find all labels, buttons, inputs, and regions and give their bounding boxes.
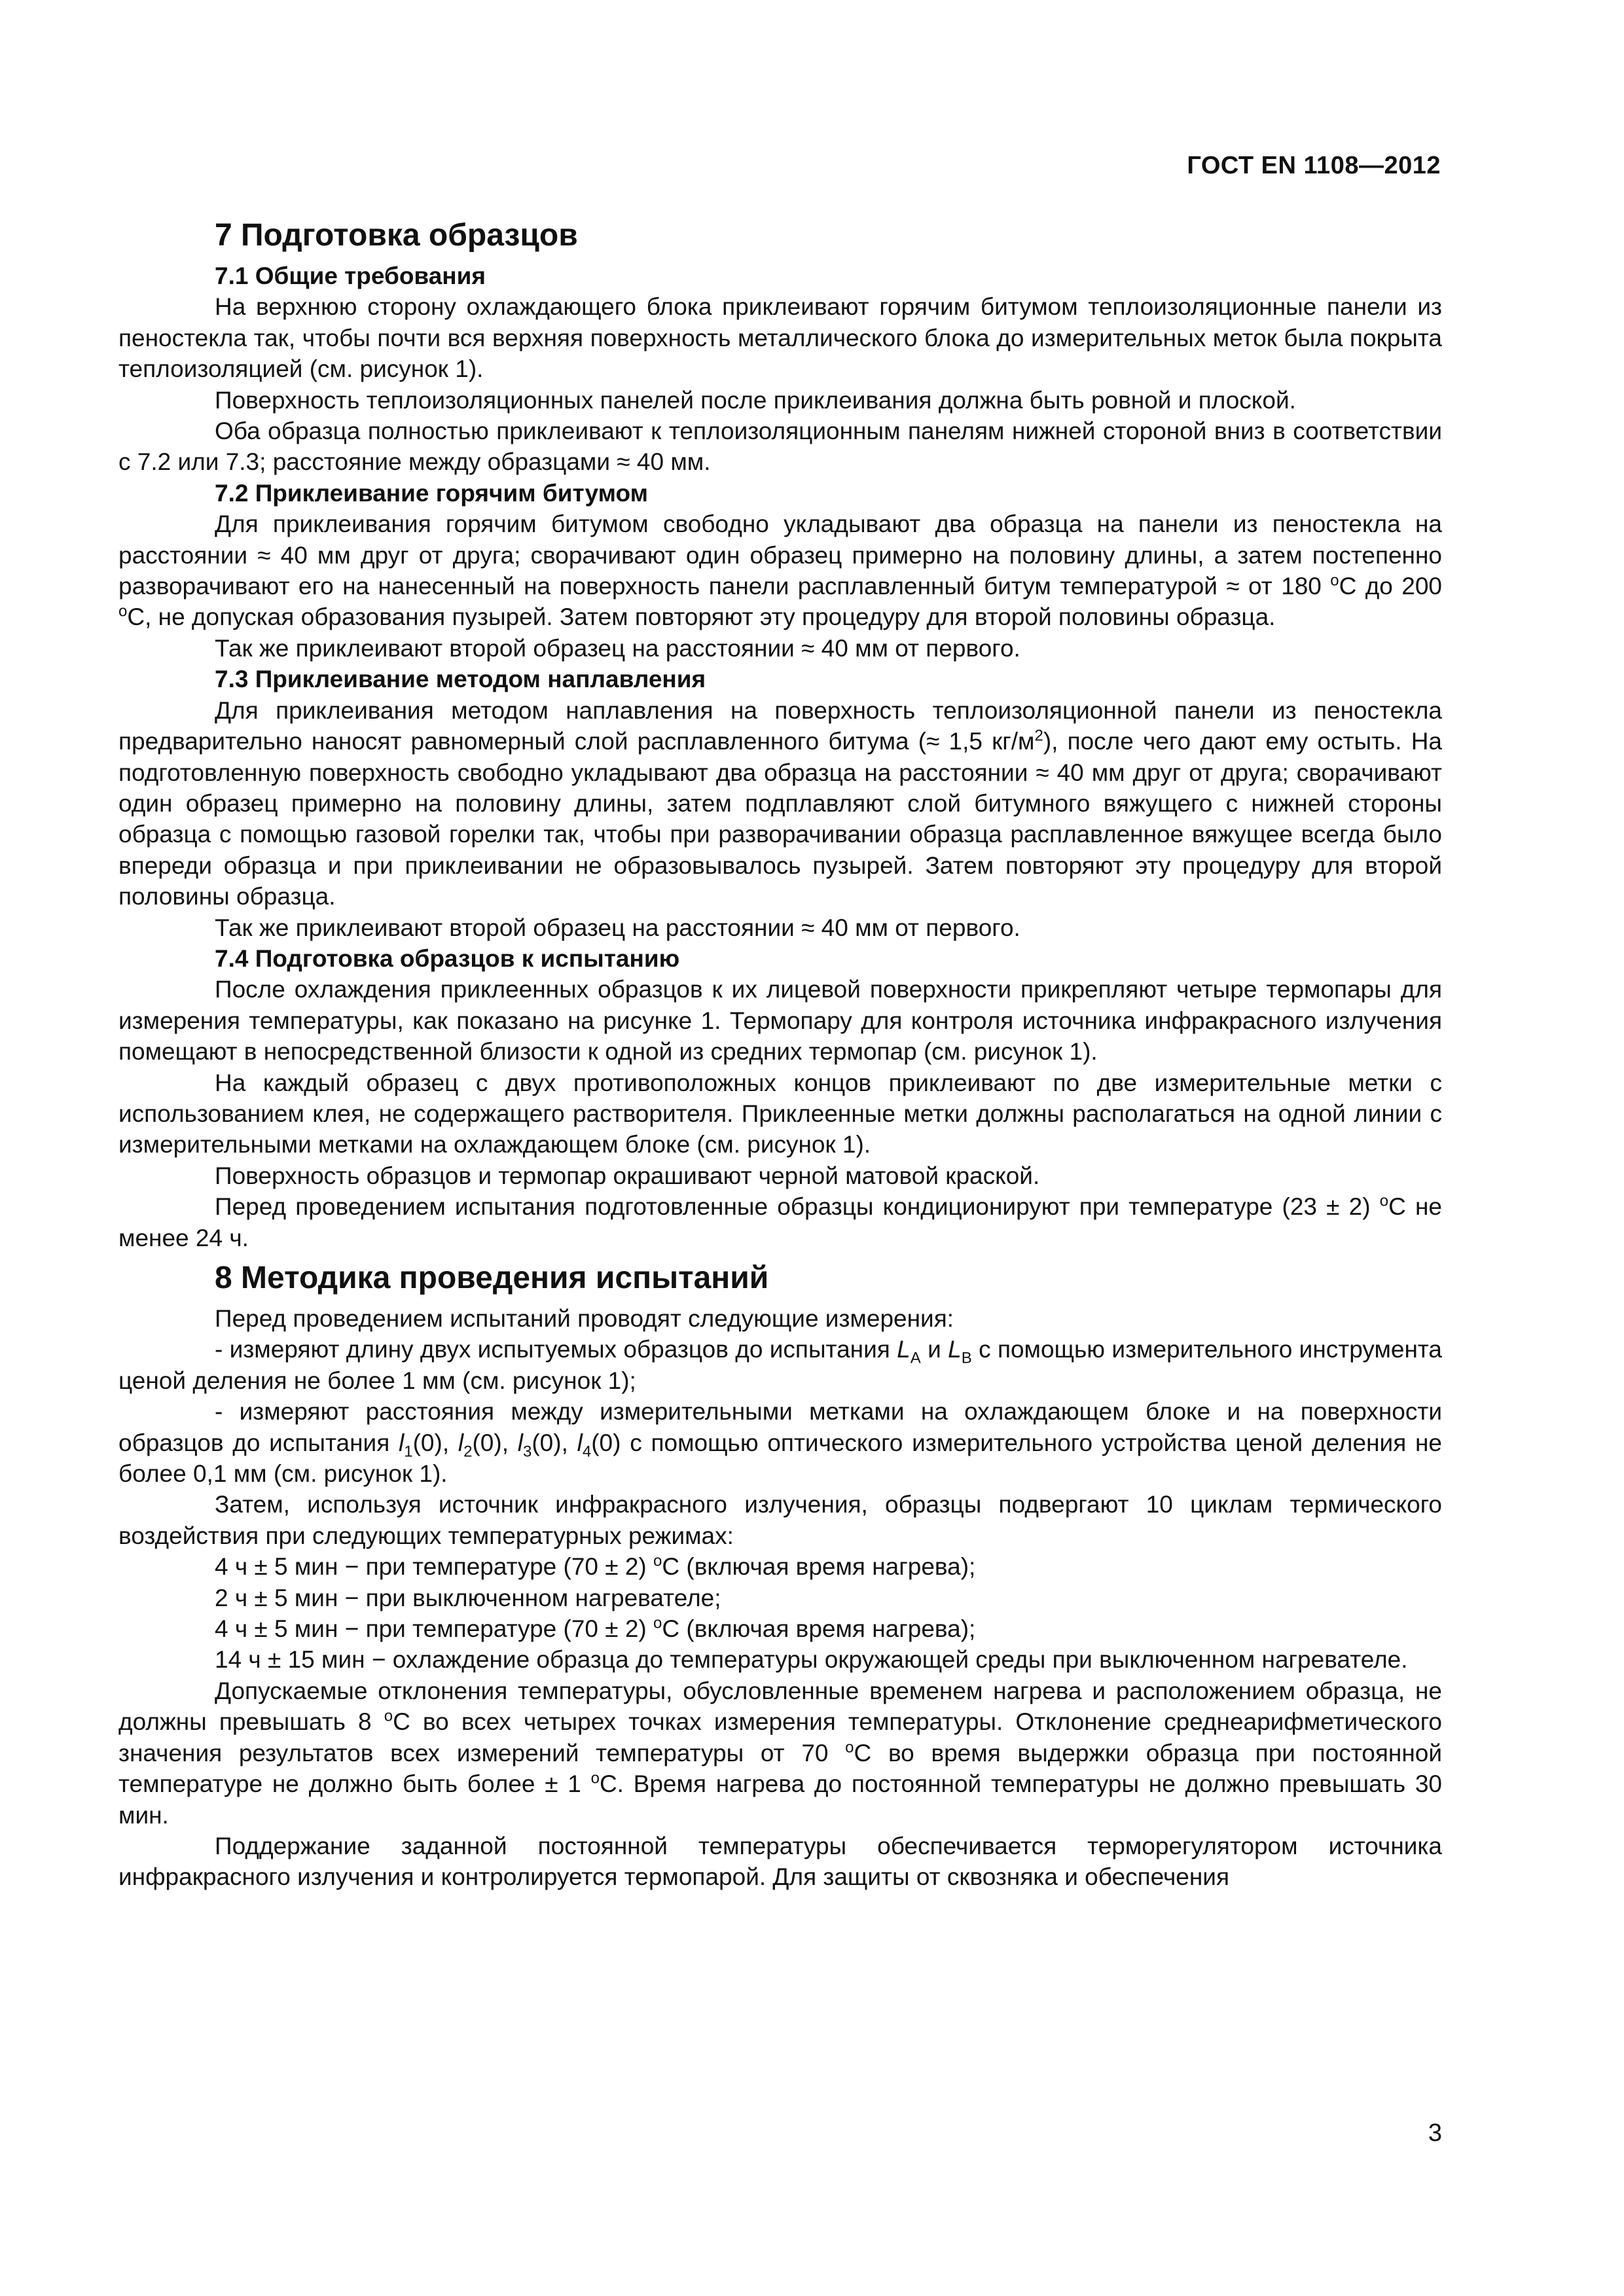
list-item: 4 ч ± 5 мин − при температуре (70 ± 2) $^o$С (включая время нагрева);	[215, 1614, 976, 1643]
subsection-7-4-heading: 7.4 Подготовка образцов к испытанию	[215, 944, 680, 972]
paragraph: - измеряют расстояния между измерительными метками на охлаждающем блоке и на поверхности образцов до испытания $l_1(0)$, $l_2(0)$, $l_3(0)$, $l_4(0)$ с помощью оптического измерительного устройства ценой деления не более 0,1 мм (см. рисунок 1).	[118, 1398, 1443, 1488]
subsection-7-3-heading: 7.3 Приклеивание методом наплавления	[215, 666, 706, 693]
list-item: 2 ч ± 5 мин − при выключенном нагревателе;	[215, 1584, 721, 1611]
page-content	[118, 211, 1442, 1893]
paragraph: На каждый образец с двух противоположных концов приклеивают по две измерительные метки с использованием клея, не содержащего растворителя. Приклеенные метки должны располагаться на одной линии с измерительными метками на охлаждающем блоке (см. рисунок 1).	[118, 1069, 1442, 1158]
paragraph: Поддержание заданной постоянной температуры обеспечивается терморегулятором источника инфракрасного излучения и контролируется термопарой. Для защиты от сквозняка и обеспечения	[118, 1832, 1442, 1891]
paragraph: Для приклеивания методом наплавления на поверхность теплоизоляционной панели из пеностекла предварительно наносят равномерный слой расплавленного битума (≈ 1,5 $кг/м^2$), после чего дают ему остыть. На подготовленную поверхность свободно укладывают два образца на расстоянии ≈ 40 мм друг от друга; сворачивают один образец примерно на половину длины, затем подплавляют слой битумного вяжущего с нижней стороны образца с помощью газовой горелки так, чтобы при разворачивании образца расплавленное вяжущее всегда было впереди образца и при приклеивании не образовывалось пузырей. Затем повторяют эту процедуру для второй половины образца.	[118, 696, 1442, 910]
degree-symbol: o	[653, 1614, 662, 1632]
paragraph: Перед проведением испытания подготовленные образцы кондиционируют при температуре (23 ± 2) $^o$С не менее 24 ч.	[118, 1192, 1442, 1251]
paragraph: Так же приклеивают второй образец на расстоянии ≈ 40 мм от первого.	[215, 914, 1020, 941]
degree-symbol: o	[653, 1552, 662, 1570]
paragraph: После охлаждения приклеенных образцов к их лицевой поверхности прикрепляют четыре термопары для измерения температуры, как показано на рисунке 1. Термопару для контроля источника инфракрасного излучения помещают в непосредственной близости к одной из средних термопар (см. рисунок 1).	[118, 976, 1442, 1066]
section-8-heading: 8 Методика проведения испытаний	[215, 1261, 769, 1295]
degree-symbol: o	[845, 1738, 854, 1757]
subsection-7-1-heading: 7.1 Общие требования	[215, 262, 486, 289]
paragraph: - измеряют длину двух испытуемых образцов до испытания $L_A$ и $L_B$ с помощью измерительного инструмента ценой деления не более 1 мм (см. рисунок 1);	[118, 1336, 1443, 1394]
standard-header: ГОСТ EN 1108—2012	[1187, 152, 1441, 179]
paragraph: Допускаемые отклонения температуры, обусловленные временем нагрева и расположением образца, не должны превышать 8 $^o$С во всех четырех точках измерения температуры. Отклонение среднеарифметического значения результатов всех измерений температуры от 70 $^o$С во время выдержки образца при постоянной температуре не должно быть более ± 1 $^o$С. Время нагрева до постоянной температуры не должно превышать 30 мин.	[118, 1677, 1442, 1829]
square-symbol: 2	[1034, 726, 1043, 745]
paragraph: Поверхность образцов и термопар окрашивают черной матовой краской.	[215, 1162, 1040, 1189]
degree-symbol: o	[1330, 571, 1339, 590]
paragraph: Затем, используя источник инфракрасного излучения, образцы подвергают 10 циклам термического воздействия при следующих температурных режимах:	[118, 1491, 1442, 1549]
list-item: 4 ч ± 5 мин − при температуре (70 ± 2) $^o$С (включая время нагрева);	[215, 1552, 976, 1581]
paragraph: Для приклеивания горячим битумом свободно укладывают два образца на панели из пеностекла на расстоянии ≈ 40 мм друг от друга; сворачивают один образец примерно на половину длины, а затем постепенно разворачивают его на нанесенный на поверхность панели расплавленный битум температурой ≈ от 180 $^o$С до 200 $^o$С, не допуская образования пузырей. Затем повторяют эту процедуру для второй половины образца.	[118, 511, 1442, 631]
paragraph: На верхнюю сторону охлаждающего блока приклеивают горячим битумом теплоизоляционные панели из пеностекла так, чтобы почти вся верхняя поверхность металлического блока до измерительных меток была покрыта теплоизоляцией (см. рисунок 1).	[118, 293, 1442, 383]
degree-symbol: o	[384, 1707, 393, 1725]
subsection-7-2-heading: 7.2 Приклеивание горячим битумом	[215, 479, 648, 507]
list-item: 14 ч ± 15 мин − охлаждение образца до температуры окружающей среды при выключенном нагревателе.	[215, 1646, 1408, 1674]
paragraph: Поверхность теплоизоляционных панелей после приклеивания должна быть ровной и плоской.	[215, 386, 1296, 414]
paragraph: Оба образца полностью приклеивают к теплоизоляционным панелям нижней стороной вниз в соответствии с 7.2 или 7.3; расстояние между образцами ≈ 40 мм.	[118, 418, 1442, 476]
degree-symbol: o	[590, 1769, 600, 1787]
page-number: 3	[1428, 2119, 1442, 2147]
degree-symbol: o	[1379, 1192, 1389, 1210]
degree-symbol: o	[118, 603, 128, 621]
paragraph: Так же приклеивают второй образец на расстоянии ≈ 40 мм от первого.	[215, 634, 1020, 662]
paragraph: Перед проведением испытаний проводят следующие измерения:	[215, 1305, 954, 1332]
section-7-heading: 7 Подготовка образцов	[215, 218, 578, 253]
